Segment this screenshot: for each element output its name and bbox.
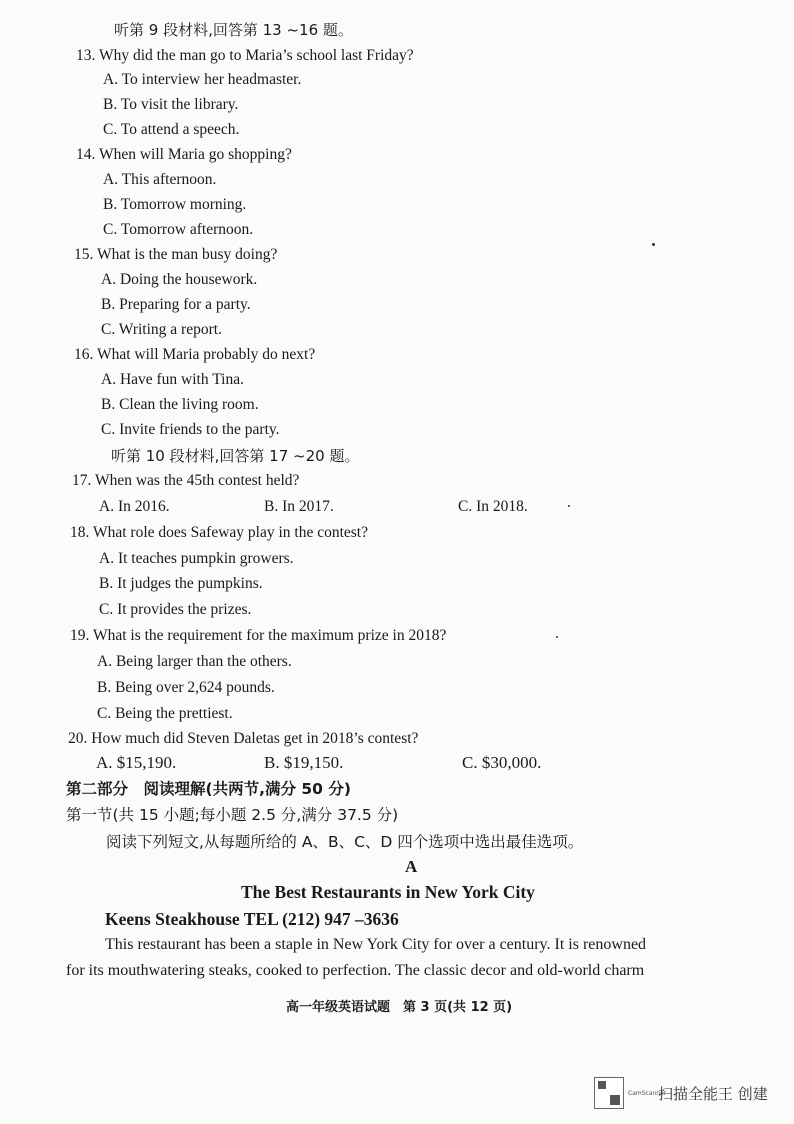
question-14-option-a: A. This afternoon.: [103, 171, 217, 188]
reading-instruction: 阅读下列短文,从每题所给的 A、B、C、D 四个选项中选出最佳选项。: [106, 833, 584, 851]
question-14-option-c: C. Tomorrow afternoon.: [103, 221, 254, 238]
scan-speck: [568, 505, 570, 507]
question-15-option-a: A. Doing the housework.: [101, 271, 258, 288]
question-20-option-a: A. $15,190.: [96, 753, 177, 772]
question-16-stem: 16. What will Maria probably do next?: [74, 346, 316, 363]
question-15-option-c: C. Writing a report.: [101, 321, 222, 338]
question-16-option-c: C. Invite friends to the party.: [101, 421, 280, 438]
qr-code-icon: [594, 1077, 624, 1109]
question-13-option-a: A. To interview her headmaster.: [103, 71, 302, 88]
question-17-option-b: B. In 2017.: [264, 498, 334, 515]
watermark-qr-label: CamScanner: [628, 1089, 667, 1097]
passage-title: The Best Restaurants in New York City: [241, 882, 535, 902]
question-13-stem: 13. Why did the man go to Maria’s school last Friday?: [76, 47, 414, 64]
question-13-option-c: C. To attend a speech.: [103, 121, 240, 138]
watermark-text: 扫描全能王 创建: [658, 1084, 768, 1103]
question-13-option-b: B. To visit the library.: [103, 96, 239, 113]
question-18-option-c: C. It provides the prizes.: [99, 601, 252, 618]
scanner-watermark: [594, 1076, 768, 1110]
question-18-option-b: B. It judges the pumpkins.: [99, 575, 263, 592]
question-15-stem: 15. What is the man busy doing?: [74, 246, 278, 263]
paragraph-line-2: for its mouthwatering steaks, cooked to perfection. The classic decor and old-world charm: [66, 962, 645, 979]
question-15-option-b: B. Preparing for a party.: [101, 296, 251, 313]
question-17-stem: 17. When was the 45th contest held?: [72, 472, 300, 489]
question-14-stem: 14. When will Maria go shopping?: [76, 146, 292, 163]
scan-speck: [556, 636, 558, 638]
question-18-stem: 18. What role does Safeway play in the contest?: [70, 524, 368, 541]
restaurant-heading: Keens Steakhouse TEL (212) 947 –3636: [105, 909, 399, 929]
section-9-instruction: 听第 9 段材料,回答第 13 ~16 题。: [114, 21, 353, 39]
question-14-option-b: B. Tomorrow morning.: [103, 196, 247, 213]
question-19-option-b: B. Being over 2,624 pounds.: [97, 679, 275, 696]
passage-label: A: [405, 857, 418, 876]
section-10-instruction: 听第 10 段材料,回答第 17 ~20 题。: [111, 447, 360, 465]
question-16-option-b: B. Clean the living room.: [101, 396, 259, 413]
scan-speck: [652, 243, 655, 246]
question-19-option-c: C. Being the prettiest.: [97, 705, 233, 722]
question-20-option-b: B. $19,150.: [264, 753, 344, 772]
question-19-option-a: A. Being larger than the others.: [97, 653, 292, 670]
section-1-heading: 第一节(共 15 小题;每小题 2.5 分,满分 37.5 分): [66, 806, 399, 824]
question-20-stem: 20. How much did Steven Daletas get in 2018’s contest?: [68, 730, 419, 747]
question-18-option-a: A. It teaches pumpkin growers.: [99, 550, 294, 567]
question-19-stem: 19. What is the requirement for the maximum prize in 2018?: [70, 627, 447, 644]
paragraph-line-1: This restaurant has been a staple in New York City for over a century. It is renowned: [105, 936, 647, 953]
question-20-option-c: C. $30,000.: [462, 753, 542, 772]
question-17-option-a: A. In 2016.: [99, 498, 170, 515]
page-footer: 高一年级英语试题 第 3 页(共 12 页): [286, 1000, 513, 1015]
question-16-option-a: A. Have fun with Tina.: [101, 371, 244, 388]
part-2-heading: 第二部分 阅读理解(共两节,满分 50 分): [66, 780, 351, 798]
question-17-option-c: C. In 2018.: [458, 498, 528, 515]
